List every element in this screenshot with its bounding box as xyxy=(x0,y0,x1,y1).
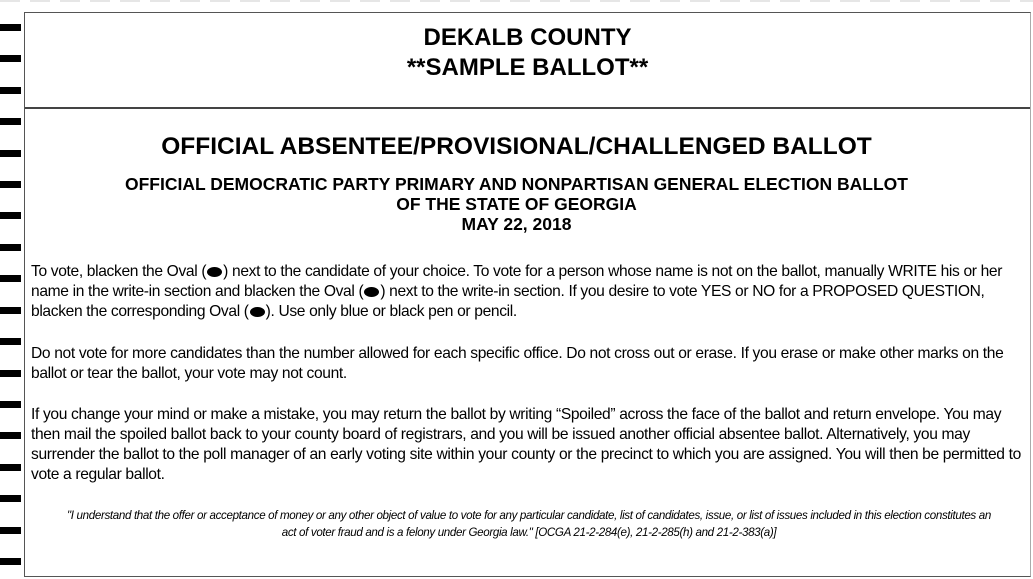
timing-mark xyxy=(0,464,21,471)
instruction-text: ) next to the candidate of your choice. To vote for a person whose name is not on the ballot, manually WRITE his or her name in the write-in section and blacken the Oval ( xyxy=(31,263,1003,300)
timing-mark xyxy=(0,370,21,377)
voting-instructions-paragraph xyxy=(31,262,1027,322)
timing-mark xyxy=(0,118,21,125)
election-title xyxy=(0,174,1033,234)
ballot-header xyxy=(25,13,1030,109)
oath-line2: act of voter fraud and is a felony under Georgia law." [OCGA 21-2-284(e), 21-2-285(h) and 21-2-383(a)] xyxy=(281,526,777,539)
timing-mark xyxy=(0,432,21,439)
timing-mark xyxy=(0,275,21,282)
timing-mark xyxy=(0,307,21,314)
timing-mark xyxy=(0,527,21,534)
timing-mark xyxy=(0,558,21,565)
instruction-text: ). Use only blue or black pen or pencil. xyxy=(265,303,517,320)
timing-mark xyxy=(0,24,21,31)
timing-mark xyxy=(0,338,21,345)
spoiled-ballot-paragraph: If you change your mind or make a mistake, you may return the ballot by writing “Spoiled” across the face of the ballot and return envelope. You may then mail the spoiled ballot back to your county board of registrars, and you will be issued another official absentee ballot. Alternatively, you may surrender the ballot to the poll manager of an early voting site within your county or the precinct to which you are assigned. You will then be permitted to vote a regular ballot. xyxy=(31,406,1021,483)
filled-oval-icon xyxy=(364,287,379,297)
election-date: MAY 22, 2018 xyxy=(461,214,572,234)
page-top-edge xyxy=(0,0,1033,2)
oath-line1: "I understand that the offer or acceptance of money or any other object of value to vote for any particular candidate, list of candidates, issue, or list of issues included in this election constitutes an xyxy=(67,509,991,522)
timing-mark xyxy=(0,495,21,502)
county-title: DEKALB COUNTY xyxy=(423,24,632,51)
overvote-warning-paragraph: Do not vote for more candidates than the number allowed for each specific office. Do not cross out or erase. If you erase or make other marks on the ballot or tear the ballot, your vote may not count. xyxy=(31,345,1004,382)
filled-oval-icon xyxy=(250,307,265,317)
timing-mark xyxy=(0,87,21,94)
instruction-text: ) next to the write-in section. If you desire to vote YES or NO for a PROPOSED QUESTION, blacken the corresponding Oval ( xyxy=(31,283,985,320)
timing-mark xyxy=(0,401,21,408)
instruction-text: To vote, blacken the Oval ( xyxy=(31,263,207,280)
election-title-line1: OFFICIAL DEMOCRATIC PARTY PRIMARY AND NONPARTISAN GENERAL ELECTION BALLOT xyxy=(125,174,908,194)
timing-mark xyxy=(0,55,21,62)
sample-ballot-label: **SAMPLE BALLOT** xyxy=(406,54,649,81)
ballot-type-title: OFFICIAL ABSENTEE/PROVISIONAL/CHALLENGED BALLOT xyxy=(161,133,872,160)
voter-fraud-oath xyxy=(31,507,1027,541)
timing-mark xyxy=(0,244,21,251)
filled-oval-icon xyxy=(207,267,222,277)
election-title-line2: OF THE STATE OF GEORGIA xyxy=(396,194,637,214)
